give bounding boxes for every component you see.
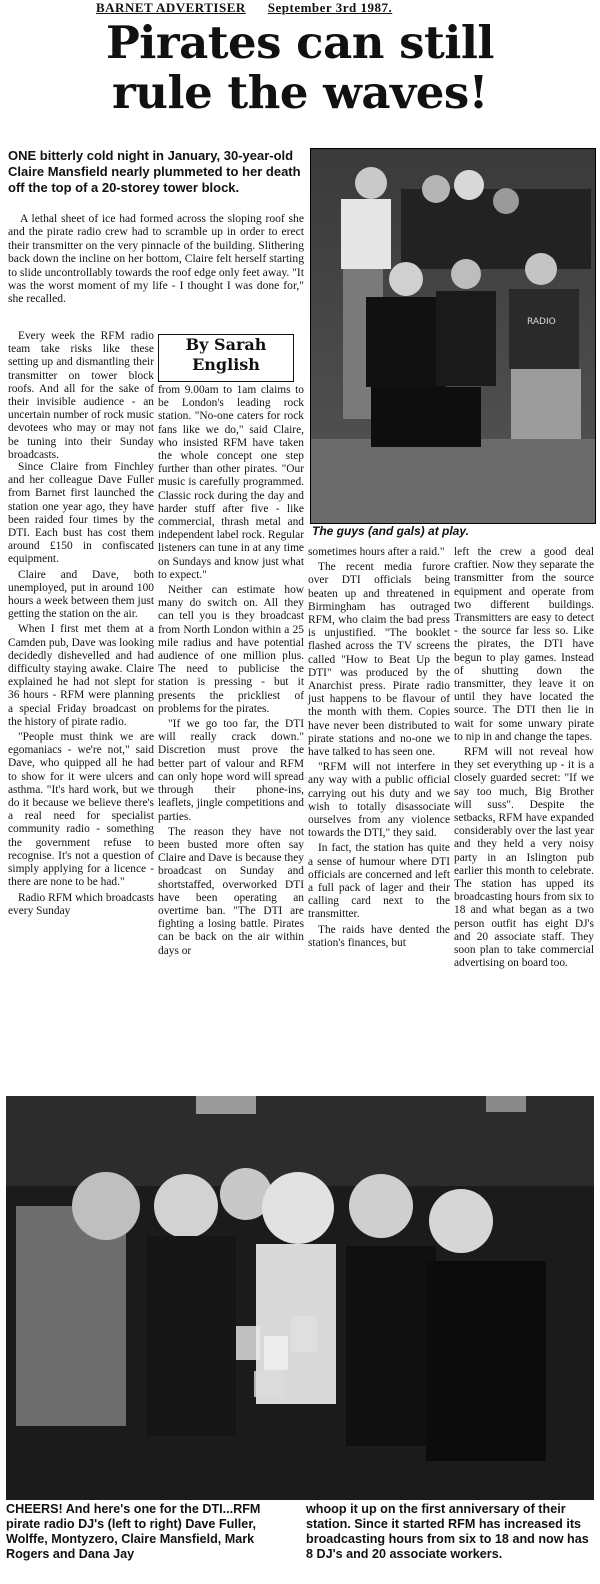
shirt-text: RADIO	[527, 317, 556, 327]
article-column-1-top	[8, 330, 154, 464]
article-paragraph: from 9.00am to 1am claims to be London's leading rock station. "No-one caters for rock fans like we do," said Claire, who insisted RFM have taken the whole concept one step further than other pirates. "Our music is carefully programmed. Classic rock during the day and harder stuff after five - like commercial, thrash metal and independent label rock. Regular listeners can tune in at any time on Sundays and know just what to expect."	[158, 384, 304, 581]
headline-line-2: rule the waves!	[112, 66, 488, 119]
article-column-1	[8, 461, 154, 920]
photo-caption-bottom-right: whoop it up on the first anniversary of their station. Since it started RFM has increased its broadcasting hours from six to 18 and now has 8 DJ's and 20 associate workers.	[306, 1502, 589, 1561]
article-paragraph: sometimes hours after a raid."	[308, 546, 445, 558]
article-column-2	[158, 384, 304, 960]
group-photo-top	[310, 148, 596, 524]
article-paragraph: The recent media furore over DTI officials being beaten up and threatened in Birmingham has outraged RFM, who claim the bad press is unjustified. "The booklet flashed across the TV screens called "How to Beat Up the DTI" was produced by the Anarchist press. Pirate radio just happens to be flavour of the month with them. Copies have never been distributed to pirate stations and no-one we have talked to has seen one.	[308, 561, 450, 759]
article-paragraph: Since Claire from Finchley and her colleague Dave Fuller from Barnet first launched the station one year ago, they have been raided four times by the DTI. Each bust has cost them around £150 in confiscated equipment.	[8, 461, 154, 566]
article-paragraph: left the crew a good deal craftier. Now they separate the transmitter from the source equipment and operate from two different buildings. Transmitters are easy to detect - the source far less so. Like the pirates, the DTI have begun to play games. Instead of shutting down the transmitter, they leave it on until they have located the source. The DTI then lie in wait for some unwary pirate to nip in and change the tapes.	[454, 546, 594, 743]
band-photo-image	[311, 149, 595, 523]
byline-line-2: English	[192, 355, 260, 374]
article-paragraph: "RFM will not interfere in any way with a public official carrying out his duty and we wish to totally disassociate ourselves from any violence towards the DTI," they said.	[308, 761, 450, 840]
article-paragraph: In fact, the station has quite a sense of humour where DTI officials are concerned and left a full pack of lager and their calling card next to the transmitter.	[308, 842, 450, 921]
article-paragraph: Claire and Dave, both unemployed, put in around 100 hours a week between them just getting the station on the air.	[8, 568, 154, 621]
article-paragraph: When I first met them at a Camden pub, Dave was looking decidedly dishevelled and had difficulty staying awake. Claire explained he had not slept for 36 hours - RFM were planning a special Friday broadcast on the history of pirate radio.	[8, 623, 154, 728]
newspaper-name: BARNET ADVERTISER	[96, 0, 246, 15]
article-paragraph: "If we go too far, the DTI will really crack down." Discretion must prove the better part of valour and RFM can only hope word will spread through their phone-ins, leaflets, jingle competitions and parties.	[158, 718, 304, 823]
article-paragraph: The raids have dented the station's finances, but	[308, 923, 450, 949]
article-paragraph: "People must think we are egomaniacs - we're not," said Dave, who quipped all he had to show for it were ulcers and asthma. "It's hard work, but we do it because we believe there's a real need for specialist community radio - something the government refuse to recognise. It's not a question of simply applying for a licence - there are none to be had."	[8, 731, 154, 889]
headline	[20, 18, 580, 118]
article-paragraph: The reason they have not been busted more often say Claire and Dave is because they broadcast on Sunday and shortstaffed, overworked DTI have been operating an overtime ban. "The DTI are fighting a losing battle. Pirates can be back on the air within days or	[158, 825, 304, 957]
second-paragraph: A lethal sheet of ice had formed across the sloping roof she and the pirate radio crew had to scramble up in order to erect their transmitter on the very pinnacle of the building. Slithering back down the incline on her bottom, Claire felt herself starting to slide uncontrollably towards the roof edge only feet away. "It was the worst moment of my life - I thought I was done for," she recalled.	[8, 212, 304, 306]
photo-caption-top: The guys (and gals) at play.	[312, 524, 469, 538]
headline-line-1: Pirates can still	[105, 16, 495, 69]
group-photo-bottom	[6, 1096, 594, 1500]
article-paragraph: RFM will not reveal how they set everything up - it is a closely guarded secret: "If we say too much, Big Brother will suss". Despite the setbacks, RFM have expanded considerably over the last year and they held a very noisy party in an Islington pub earlier this month to celebrate. The station has upped its broadcasting hours from six to 18 and what began as a two person outfit has eight DJ's and 20 associate staff. They soon plan to take commercial advertising on board too.	[454, 746, 594, 970]
byline-line-1: By Sarah	[185, 335, 267, 354]
byline-box	[158, 334, 294, 382]
article-column-4	[454, 546, 594, 973]
article-paragraph: Radio RFM which broadcasts every Sunday	[8, 891, 154, 917]
photo-caption-bottom-left: CHEERS! And here's one for the DTI...RFM pirate radio DJ's (left to right) Dave Fuller, Wolffe, Montyzero, Claire Mansfield, Mark Rogers and Dana Jay	[6, 1502, 261, 1561]
article-paragraph: Every week the RFM radio team take risks like these setting up and dismantling their transmitter on tower block roofs. And all for the sake of their invisible audience - an uncertain number of rock music devotees who may or may not be tuning into their Sunday broadcasts.	[8, 330, 154, 461]
lead-paragraph: ONE bitterly cold night in January, 30-year-old Claire Mansfield nearly plummeted to her death off the top of a 20-storey tower block.	[8, 148, 301, 195]
article-column-3	[308, 546, 450, 952]
cheers-photo-image	[6, 1096, 594, 1500]
article-paragraph: Neither can estimate how many do switch on. All they can tell you is they broadcast from North London within a 25 mile radius and have potential audience of one million plus. The need to publicise the station is pressing - but it presents the prickliest of problems for the pirates.	[158, 584, 304, 715]
publication-date: September 3rd 1987.	[267, 0, 393, 15]
